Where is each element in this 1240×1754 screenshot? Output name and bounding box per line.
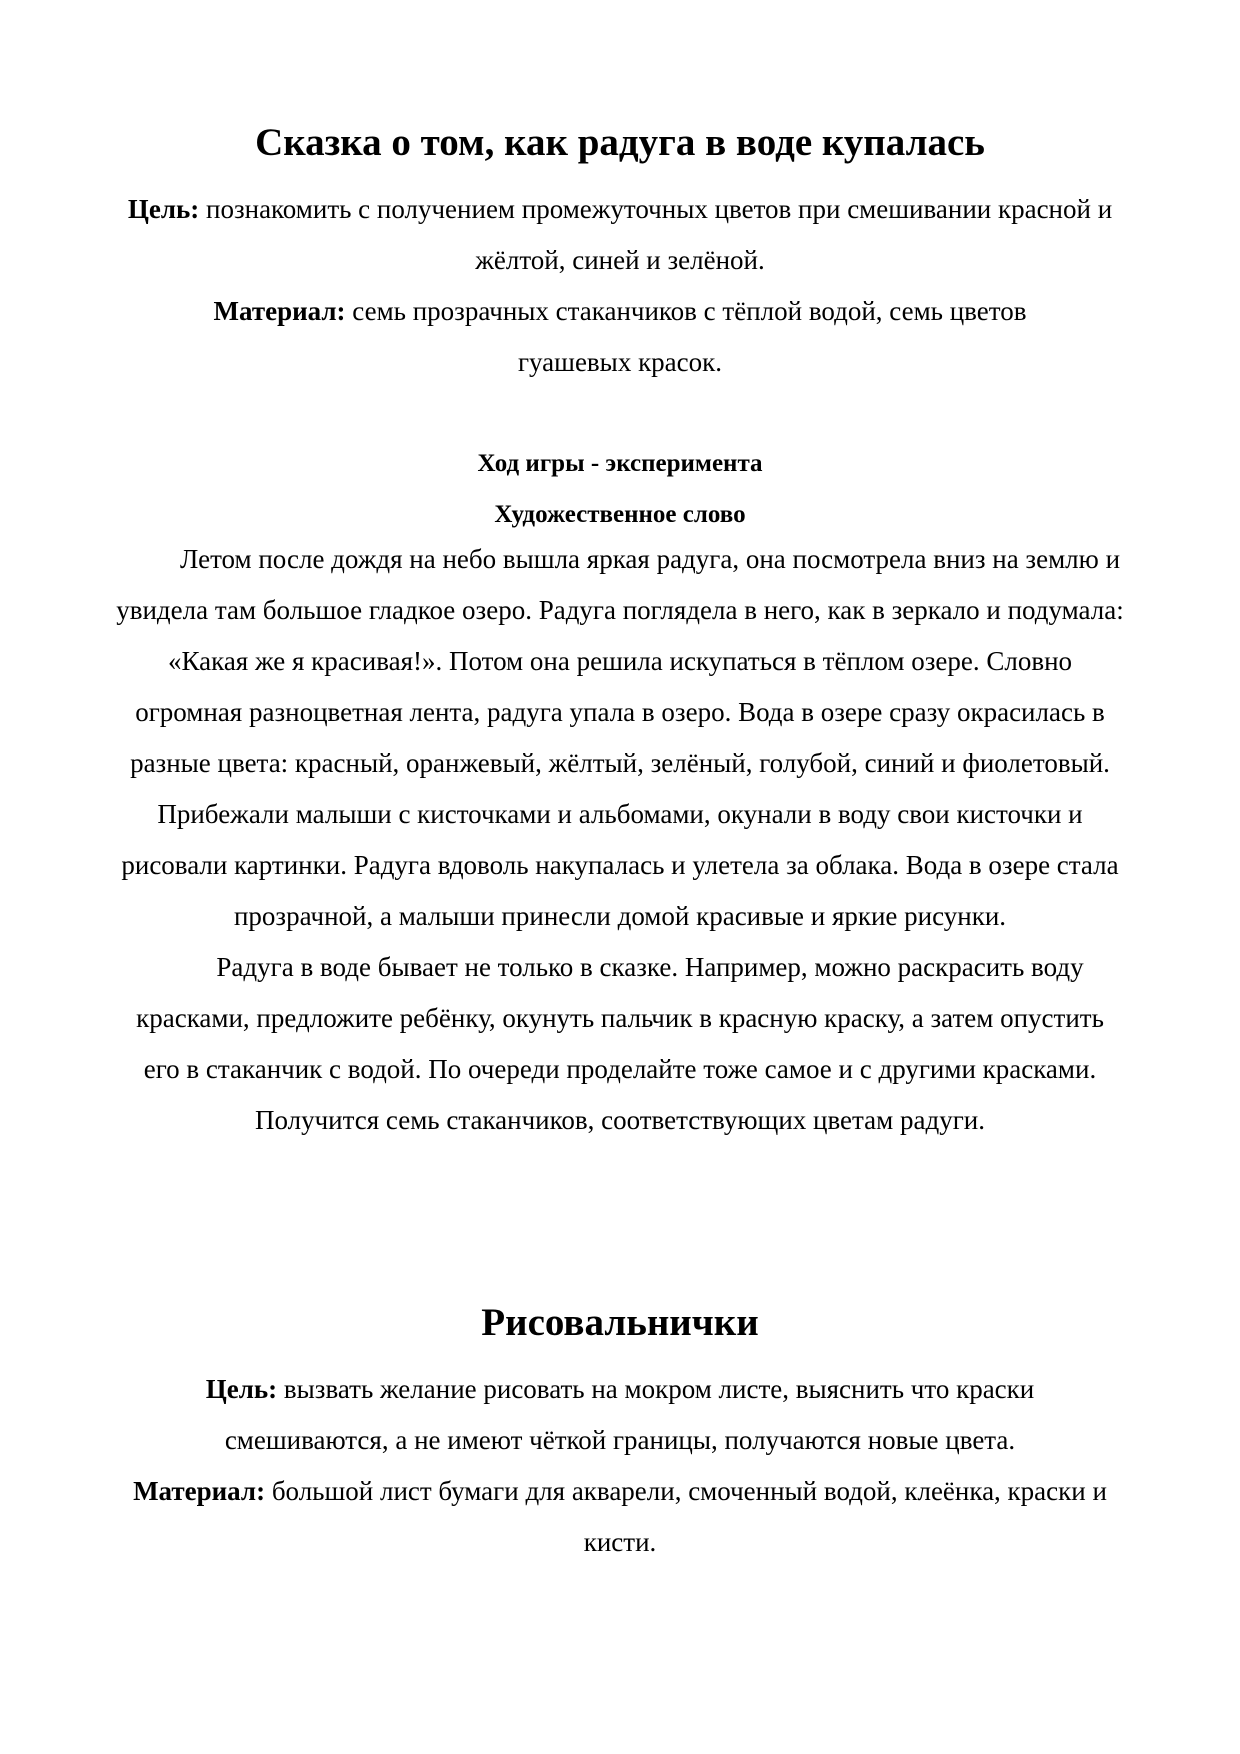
course-heading: Ход игры - эксперимента: [477, 450, 763, 477]
fairy-tale-goal: [120, 184, 1120, 286]
material-label: Материал:: [213, 296, 346, 326]
risovalnichki-goal: [140, 1364, 1100, 1466]
story-paragraph: Радуга в воде бывает не только в сказке. Например, можно раскрасить воду красками, предложите ребёнку, окунуть пальчик в красную краску, а затем опустить его в стаканчик с водой. По очереди проделайте тоже самое и с другими красками. Получится семь стаканчиков, соответствующих цветам радуги.: [136, 952, 1104, 1135]
risovalnichki-title: Рисовальнички: [481, 1301, 759, 1344]
material-text: семь прозрачных стаканчиков с тёплой водой, семь цветов гуашевых красок.: [352, 296, 1027, 377]
fairy-tale-material: [170, 286, 1070, 388]
risovalnichki-material: [115, 1466, 1125, 1568]
fairy-tale-section-headings: [115, 438, 1125, 540]
goal-text: познакомить с получением промежуточных цветов при смешивании красной и жёлтой, синей и зелёной.: [206, 194, 1113, 275]
goal-label: Цель:: [205, 1374, 278, 1404]
fairy-tale-title: Сказка о том, как радуга в воде купалась: [255, 121, 985, 164]
story-paragraph: Летом после дождя на небо вышла яркая радуга, она посмотрела вниз на землю и увидела там большое гладкое озеро. Радуга поглядела в него, как в зеркало и подумала: «Какая же я красивая!». Потом она решила искупаться в тёплом озере. Словно огромная разноцветная лента, радуга упала в озеро. Вода в озере сразу окрасилась в разные цвета: красный, оранжевый, жёлтый, зелёный, голубой, синий и фиолетовый. Прибежали малыши с кисточками и альбомами, окунали в воду свои кисточки и рисовали картинки. Радуга вдоволь накупалась и улетела за облака. Вода в озере стала прозрачной, а малыши принесли домой красивые и яркие рисунки.: [116, 544, 1124, 931]
material-text: большой лист бумаги для акварели, смоченный водой, клеёнка, краски и кисти.: [271, 1476, 1107, 1557]
art-word-heading: Художественное слово: [494, 501, 746, 528]
material-label: Материал:: [133, 1476, 266, 1506]
goal-label: Цель:: [127, 194, 200, 224]
goal-text: вызвать желание рисовать на мокром листе, выяснить что краски смешиваются, а не имеют чёткой границы, получаются новые цвета.: [224, 1374, 1035, 1455]
fairy-tale-story: [115, 534, 1125, 1146]
